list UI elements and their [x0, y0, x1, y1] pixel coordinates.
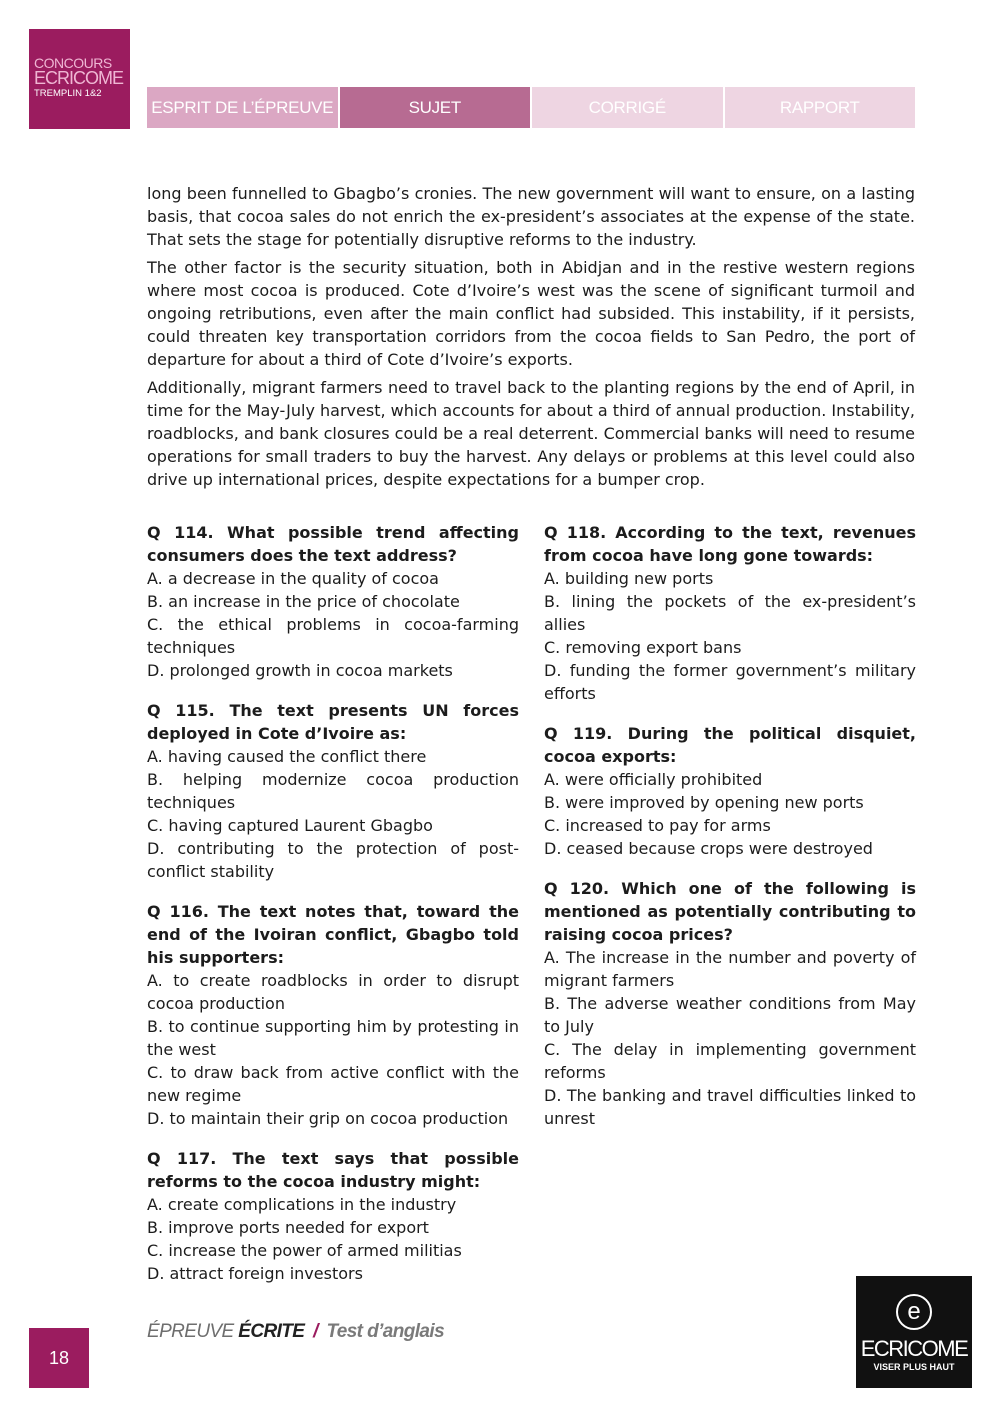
question-119	[544, 722, 916, 860]
answer-option: C. increased to pay for arms	[544, 816, 771, 835]
answer-option: D. attract foreign investors	[147, 1264, 363, 1283]
ecricome-brand-logo	[856, 1276, 972, 1388]
question-116	[147, 900, 519, 1130]
answer-option: C. The delay in implementing government reforms	[544, 1040, 916, 1082]
footer-title-bold: ÉCRITE	[238, 1321, 305, 1342]
section-tabs	[147, 87, 915, 128]
questions-right-column	[544, 521, 916, 1147]
answer-option: B. lining the pockets of the ex-president’s allies	[544, 592, 916, 634]
answer-option: A. The increase in the number and poverty of migrant farmers	[544, 948, 916, 990]
tab-rapport[interactable]: RAPPORT	[725, 87, 916, 128]
logo-tremplin-text: TREMPLIN 1&2	[34, 88, 102, 99]
footer-subtitle: Test d’anglais	[326, 1321, 445, 1342]
answer-option: B. an increase in the price of chocolate	[147, 592, 460, 611]
footer-slash: /	[313, 1321, 318, 1342]
concours-logo	[29, 29, 130, 129]
brand-tagline: VISER PLUS HAUT	[873, 1362, 955, 1372]
answer-option: C. having captured Laurent Gbagbo	[147, 816, 433, 835]
answer-option: A. having caused the conflict there	[147, 747, 427, 766]
question-title: Q 120. Which one of the following is mentioned as potentially contributing to raising cocoa prices?	[544, 879, 916, 944]
answer-option: A. to create roadblocks in order to disrupt cocoa production	[147, 971, 519, 1013]
question-118	[544, 521, 916, 705]
question-title: Q 115. The text presents UN forces deployed in Cote d’Ivoire as:	[147, 701, 519, 743]
footer-title-light: ÉPREUVE	[147, 1321, 234, 1342]
answer-option: A. building new ports	[544, 569, 714, 588]
answer-option: B. helping modernize cocoa production techniques	[147, 770, 519, 812]
footer-title	[147, 1321, 444, 1343]
question-120	[544, 877, 916, 1130]
question-114	[147, 521, 519, 682]
article-paragraph: long been funnelled to Gbagbo’s cronies. The new government will want to ensure, on a lasting basis, that cocoa sales do not enrich the ex-president’s associates at the expense of the state. That sets the stage for potentially disruptive reforms to the industry.	[147, 184, 915, 249]
answer-option: D. to maintain their grip on cocoa production	[147, 1109, 509, 1128]
tab-corrige[interactable]: CORRIGÉ	[532, 87, 723, 128]
question-117	[147, 1147, 519, 1285]
question-title: Q 114. What possible trend affecting consumers does the text address?	[147, 523, 519, 565]
tab-sujet[interactable]: SUJET	[340, 87, 531, 128]
question-115	[147, 699, 519, 883]
logo-ecricome-text: ECRICOME	[34, 68, 124, 88]
answer-option: A. a decrease in the quality of cocoa	[147, 569, 439, 588]
answer-option: B. were improved by opening new ports	[544, 793, 864, 812]
tab-esprit-epreuve[interactable]: ESPRIT DE L’ÉPREUVE	[147, 87, 338, 128]
questions-left-column	[147, 521, 519, 1302]
question-title: Q 118. According to the text, revenues from cocoa have long gone towards:	[544, 523, 916, 565]
answer-option: A. were officially prohibited	[544, 770, 763, 789]
page-number: 18	[29, 1328, 89, 1388]
answer-option: B. The adverse weather conditions from May to July	[544, 994, 916, 1036]
answer-option: B. improve ports needed for export	[147, 1218, 429, 1237]
answer-option: D. contributing to the protection of post-conflict stability	[147, 839, 519, 881]
article-paragraph: Additionally, migrant farmers need to travel back to the planting regions by the end of April, in time for the May-July harvest, which accounts for about a third of annual production. Instability, roadblocks, and bank closures could be a real deterrent. Commercial banks will need to resume operations for small traders to buy the harvest. Any delays or problems at this level could also drive up international prices, despite expectations for a bumper crop.	[147, 378, 915, 489]
article-paragraph: The other factor is the security situation, both in Abidjan and in the restive western regions where most cocoa is produced. Cote d’Ivoire’s west was the scene of significant turmoil and ongoing retributions, even after the main conflict had subsided. This instability, if it persists, could threaten key transportation corridors from the cocoa fields to San Pedro, the port of departure for about a third of Cote d’Ivoire’s exports.	[147, 258, 915, 369]
ecricome-e-icon: e	[896, 1294, 932, 1330]
answer-option: D. prolonged growth in cocoa markets	[147, 661, 453, 680]
answer-option: D. funding the former government’s military efforts	[544, 661, 916, 703]
brand-name: ECRICOME	[860, 1336, 968, 1361]
answer-option: C. removing export bans	[544, 638, 742, 657]
answer-option: D. The banking and travel difficulties linked to unrest	[544, 1086, 916, 1128]
answer-option: C. the ethical problems in cocoa-farming techniques	[147, 615, 519, 657]
answer-option: C. to draw back from active conflict with the new regime	[147, 1063, 519, 1105]
answer-option: C. increase the power of armed militias	[147, 1241, 462, 1260]
article-text	[147, 182, 915, 496]
question-title: Q 116. The text notes that, toward the end of the Ivoiran conflict, Gbagbo told his supporters:	[147, 902, 519, 967]
answer-option: A. create complications in the industry	[147, 1195, 457, 1214]
question-title: Q 117. The text says that possible reforms to the cocoa industry might:	[147, 1149, 519, 1191]
logo-concours-text: CONCOURS	[34, 55, 112, 71]
answer-option: D. ceased because crops were destroyed	[544, 839, 873, 858]
question-title: Q 119. During the political disquiet, cocoa exports:	[544, 724, 916, 766]
answer-option: B. to continue supporting him by protesting in the west	[147, 1017, 519, 1059]
